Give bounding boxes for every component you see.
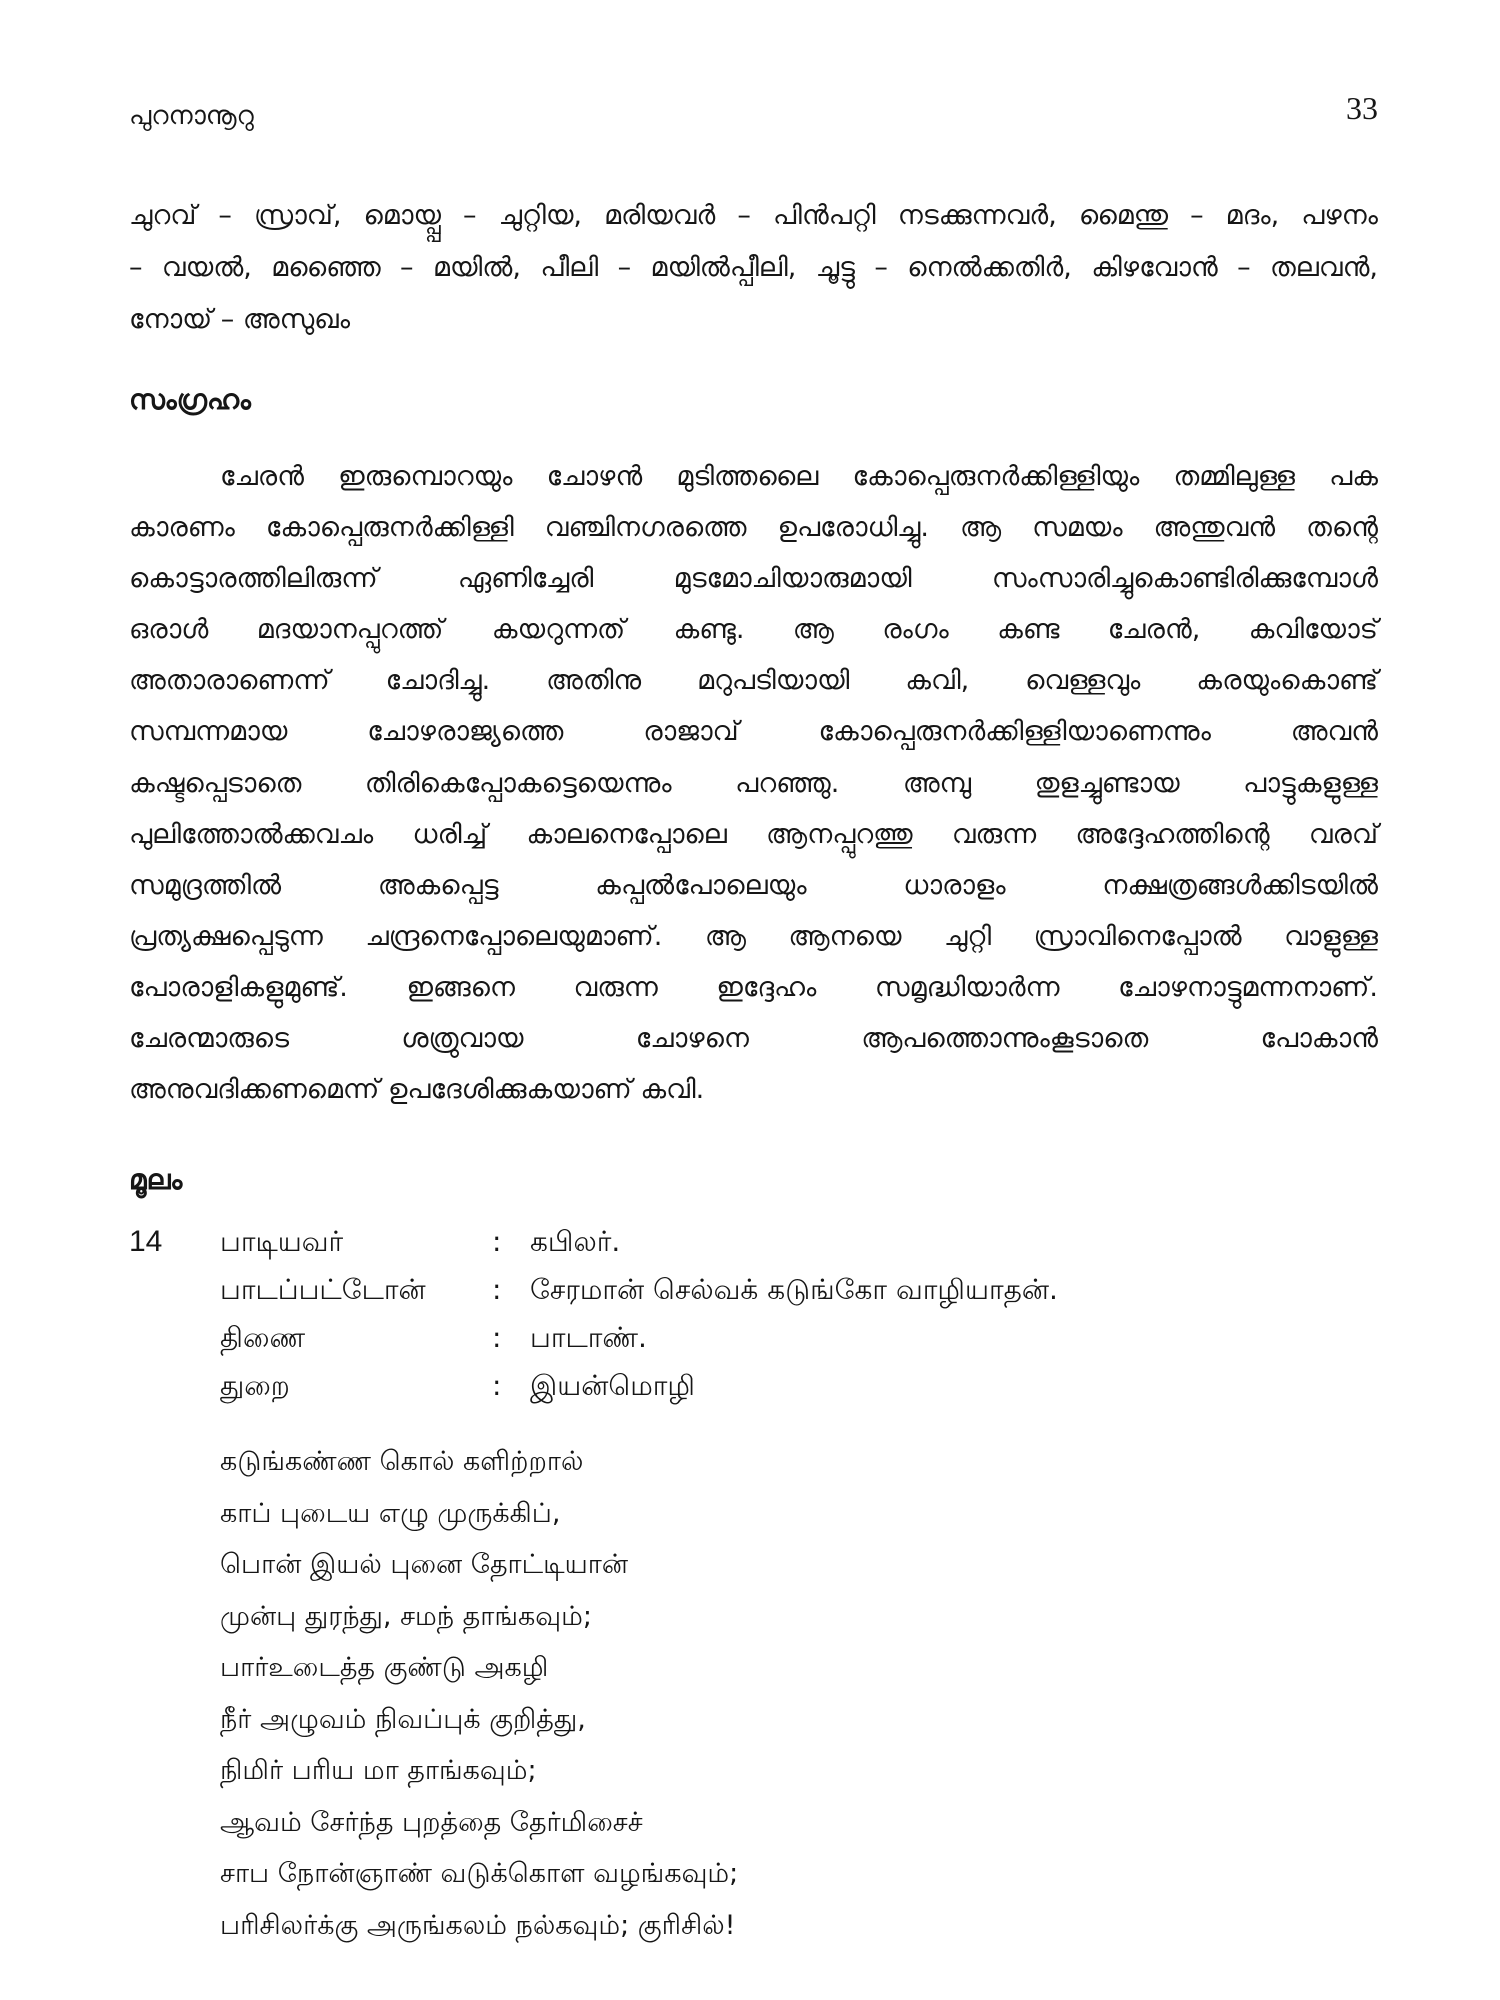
summary-line: സമ്പന്നമായ ചോഴരാജ്യത്തെ രാജാവ് കോപ്പെരുനർക്കിള്ളിയാണെന്നും അവൻ	[129, 716, 1378, 748]
meta-row-thurai	[129, 1362, 1378, 1410]
meta-value: பாடாண்.	[530, 1321, 647, 1354]
verse-line: சாப நோன்ஞாண் வடுக்கொள வழங்கவும்;	[220, 1858, 739, 1889]
poem-metadata	[129, 1218, 1378, 1410]
meta-separator: :	[492, 1273, 502, 1306]
verse-line: ஆவம் சேர்ந்த புறத்தை தேர்மிசைச்	[220, 1806, 643, 1838]
meta-separator: :	[492, 1369, 502, 1402]
glossary-line: ചുറവ് – സ്രാവ്, മൊയ്പ്പ – ചുറ്റിയ, മരിയവർ – പിൻപറ്റി നടക്കുന്നവർ, മൈന്തു – മദം, പഴനം	[129, 200, 1378, 231]
verse-line: பார்உடைத்த குண்டு அகழி	[220, 1652, 549, 1683]
summary-heading: സംഗ്രഹം	[129, 383, 251, 416]
summary-line: കഷ്ടപ്പെടാതെ തിരികെപ്പോകട്ടെയെന്നും പറഞ്ഞു. അമ്പു തുളച്ചുണ്ടായ പാട്ടുകളുള്ള	[129, 767, 1378, 799]
glossary-paragraph	[129, 190, 1378, 346]
verse-line: பொன் இயல் புனை தோட்டியான்	[220, 1549, 629, 1580]
verse-line: பரிசிலர்க்கு அருங்கலம் நல்கவும்; குரிசில்!	[220, 1909, 736, 1941]
glossary-line: നോയ് – അസുഖം	[129, 304, 351, 335]
meta-row-poet	[129, 1218, 1378, 1266]
page-number: 33	[1346, 90, 1378, 126]
meta-value: இயன்மொழி	[530, 1369, 695, 1402]
summary-line: ചേരൻ ഇരുമ്പൊറയും ചോഴൻ മുടിത്തലൈ കോപ്പെരുനർക്കിള്ളിയും തമ്മിലുള്ള പക	[220, 461, 1378, 492]
meta-label: பாடப்பட்டோன்	[220, 1273, 426, 1306]
verse-line: காப் புடைய எழு முருக்கிப்,	[220, 1497, 561, 1529]
verse-line: நீர் அழுவம் நிவப்புக் குறித்து,	[220, 1703, 586, 1735]
meta-value: கபிலர்.	[530, 1225, 621, 1258]
meta-row-thinai	[129, 1314, 1378, 1362]
meta-label: துறை	[220, 1369, 290, 1402]
verse-line: நிமிர் பரிய மா தாங்கவும்;	[220, 1755, 537, 1786]
poem-verses	[220, 1436, 1378, 1951]
glossary-line: – വയൽ, മഞ്ഞൈ – മയിൽ, പീലി – മയിൽപ്പീലി, ചൂട്ടു – നെൽക്കതിർ, കിഴവോൻ – തലവൻ,	[129, 252, 1378, 283]
summary-line: ചേരന്മാരുടെ ശത്രുവായ ചോഴനെ ആപത്തൊന്നുംകൂടാതെ പോകാൻ	[129, 1023, 1378, 1055]
summary-line: പോരാളികളുമുണ്ട്. ഇങ്ങനെ വരുന്ന ഇദ്ദേഹം സമൃദ്ധിയാർന്ന ചോഴനാട്ടുമന്നനാണ്.	[129, 971, 1378, 1003]
summary-line: കാരണം കോപ്പെരുനർക്കിള്ളി വഞ്ചിനഗരത്തെ ഉപരോധിച്ചു. ആ സമയം അന്തുവൻ തന്റെ	[129, 512, 1378, 544]
meta-row-subject	[129, 1266, 1378, 1314]
meta-label: திணை	[220, 1321, 306, 1354]
source-heading: മൂലം	[129, 1163, 183, 1196]
summary-line: കൊട്ടാരത്തിലിരുന്ന് ഏണിച്ചേരി മുടമോചിയാരുമായി സംസാരിച്ചുകൊണ്ടിരിക്കുമ്പോൾ	[129, 563, 1378, 595]
running-header-title: പുറനാനൂറു	[129, 101, 254, 131]
summary-line: അനുവദിക്കണമെന്ന് ഉപദേശിക്കുകയാണ് കവി.	[129, 1074, 705, 1106]
summary-line: ഒരാൾ മദയാനപ്പുറത്ത് കയറുന്നത് കണ്ടു. ആ രംഗം കണ്ട ചേരൻ, കവിയോട്	[129, 614, 1378, 646]
summary-line: സമുദ്രത്തിൽ അകപ്പെട്ട കപ്പൽപോലെയും ധാരാളം നക്ഷത്രങ്ങൾക്കിടയിൽ	[129, 869, 1378, 901]
summary-line: അതാരാണെന്ന് ചോദിച്ചു. അതിനു മറുപടിയായി കവി, വെള്ളവും കരയുംകൊണ്ട്	[129, 665, 1378, 697]
summary-line: പ്രത്യക്ഷപ്പെടുന്ന ചന്ദ്രനെപ്പോലെയുമാണ്. ആ ആനയെ ചുറ്റി സ്രാവിനെപ്പോൽ വാളുള്ള	[129, 920, 1378, 952]
verse-line: முன்பு துரந்து, சமந் தாங்கவும்;	[220, 1600, 592, 1632]
meta-separator: :	[492, 1225, 502, 1258]
summary-paragraph	[129, 451, 1378, 1115]
verse-line: கடுங்கண்ண கொல் களிற்றால்	[220, 1446, 584, 1477]
meta-separator: :	[492, 1321, 502, 1354]
meta-value: சேரமான் செல்வக் கடுங்கோ வாழியாதன்.	[530, 1273, 1058, 1306]
summary-line: പുലിത്തോൽക്കവചം ധരിച്ച് കാലനെപ്പോലെ ആനപ്പുറത്തു വരുന്ന അദ്ദേഹത്തിന്റെ വരവ്	[129, 818, 1378, 850]
poem-number: 14	[129, 1225, 163, 1258]
meta-label: பாடியவர்	[220, 1225, 344, 1258]
